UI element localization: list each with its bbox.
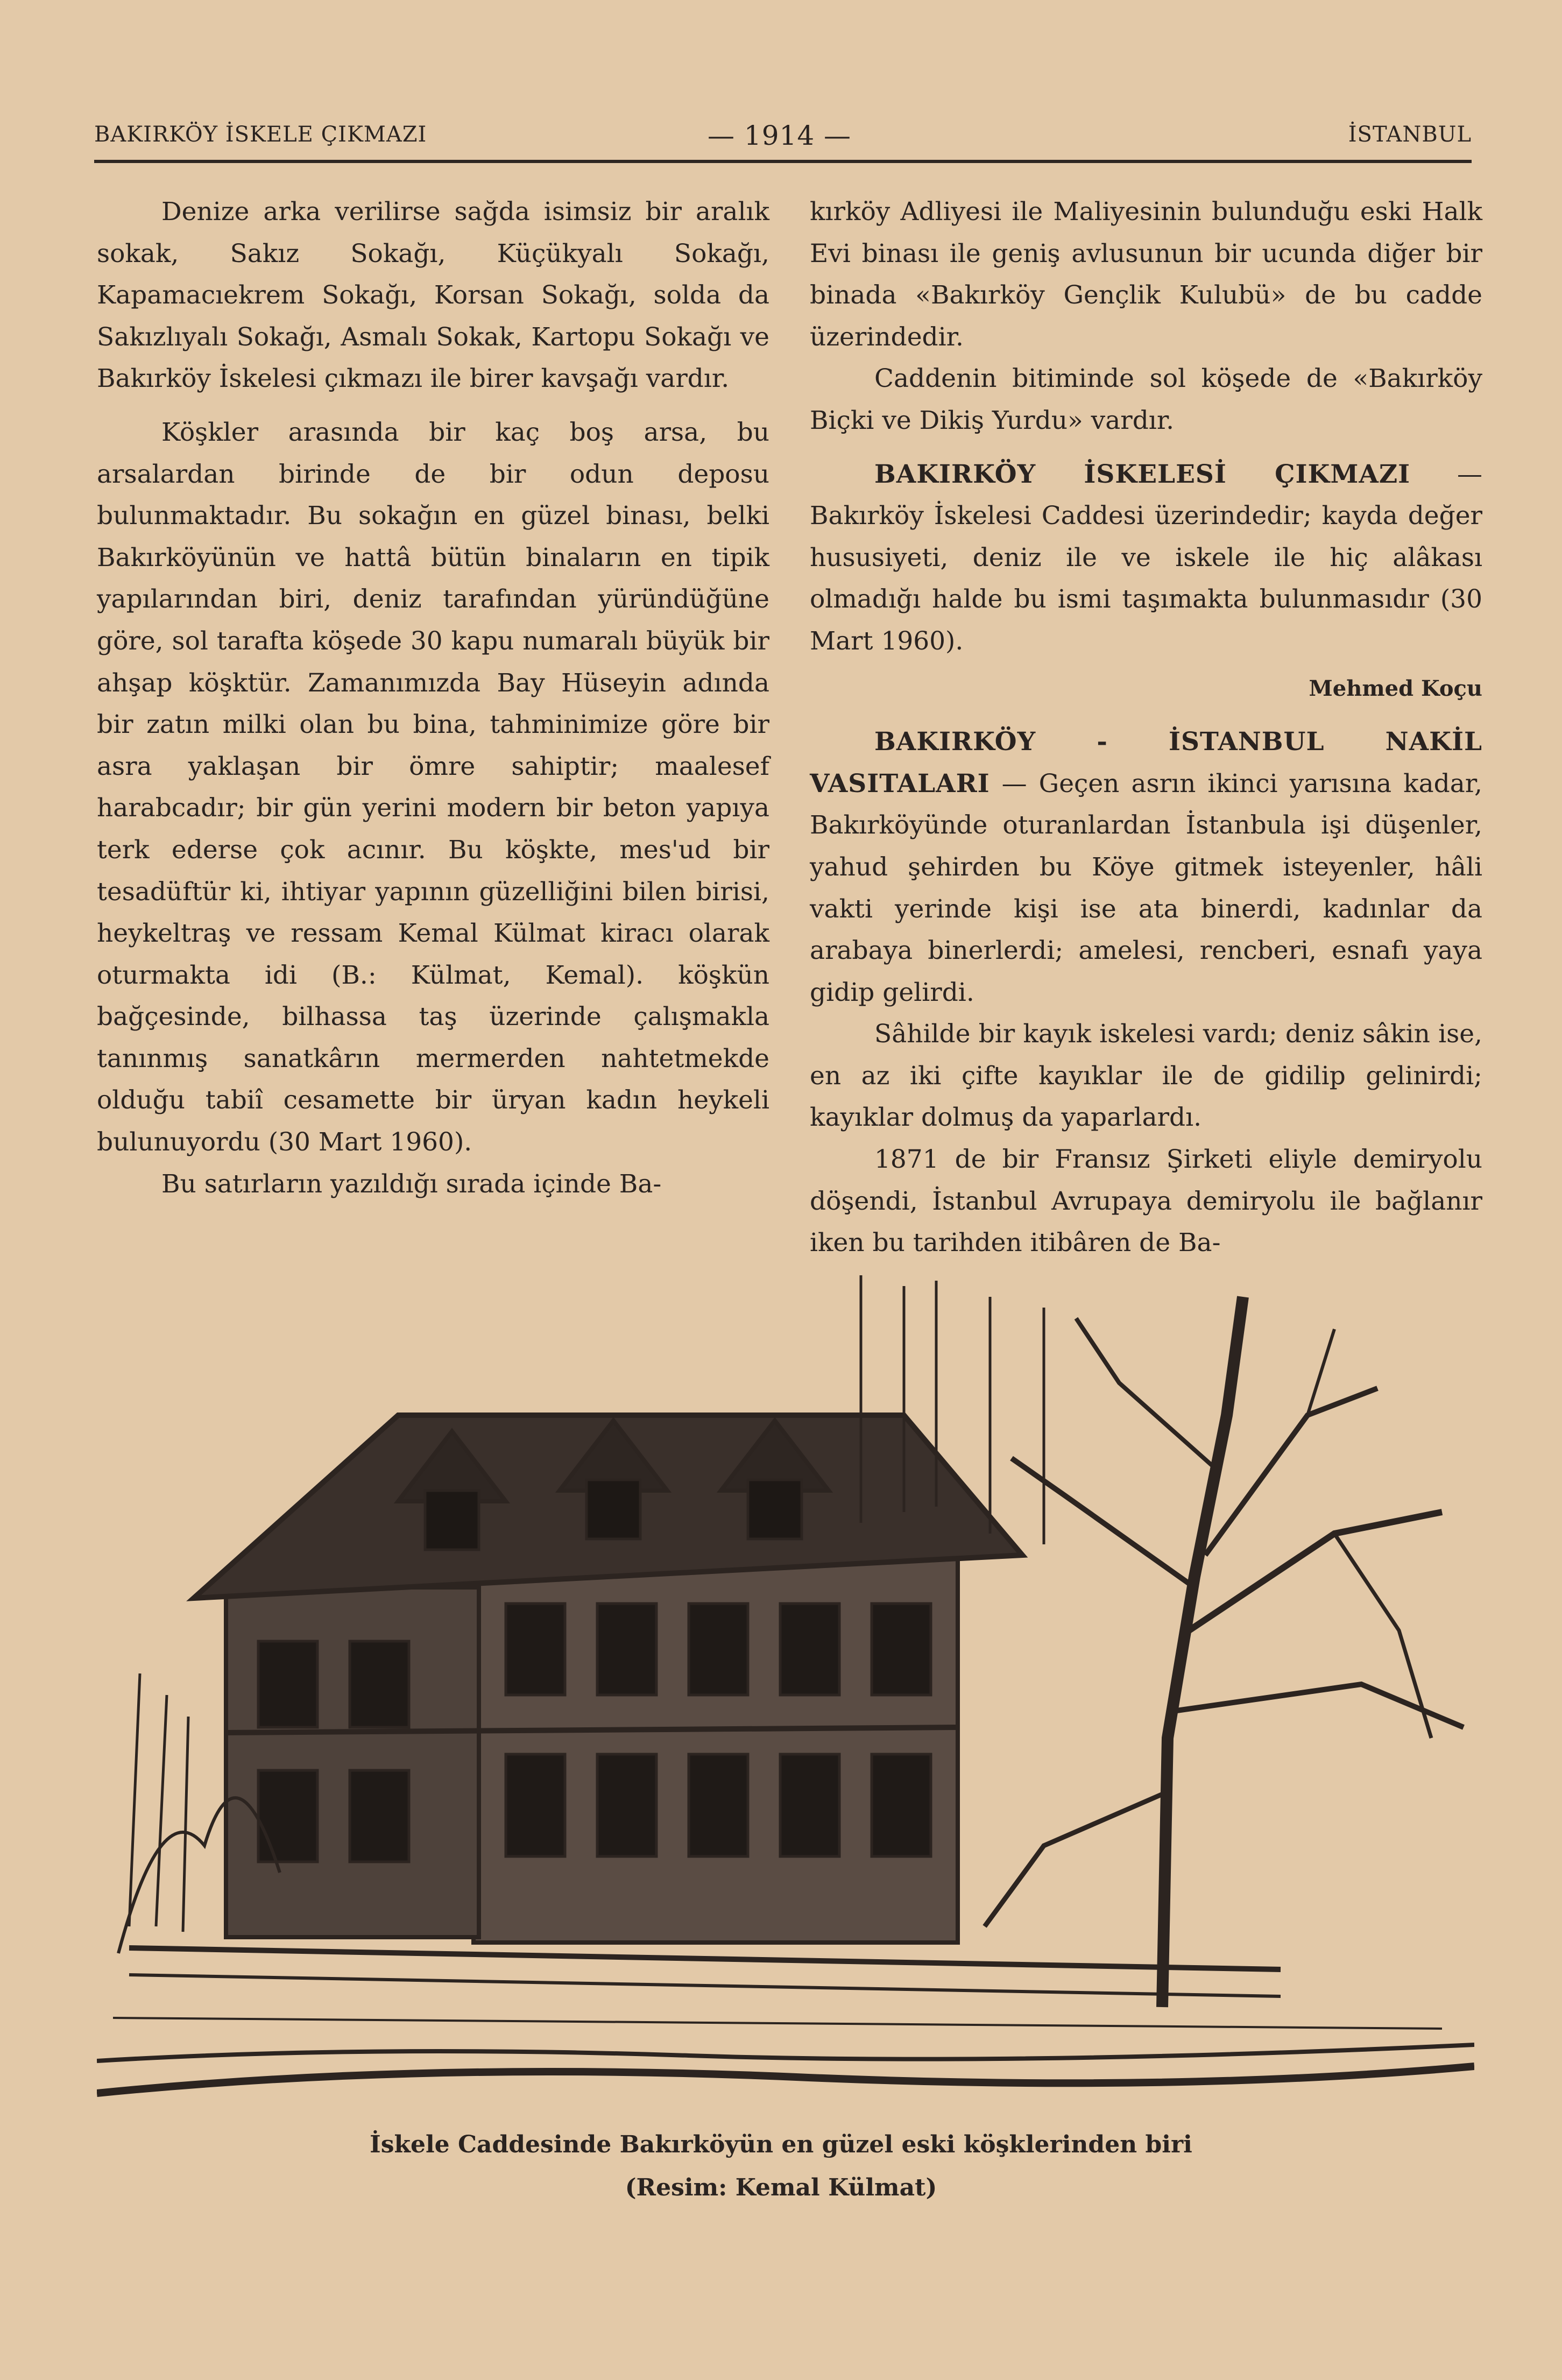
left-column (97, 191, 769, 1205)
header-city: İSTANBUL (1348, 122, 1472, 147)
right-paragraph-3: Sâhilde bir kayık iskelesi vardı; deniz sâkin ise, en az iki çifte kayıklar ile de gidilip gelinirdi; kayıklar dolmuş da yaparlardı. (810, 1019, 1482, 1133)
page-header (94, 110, 1472, 153)
right-paragraph-4: 1871 de bir Fransız Şirketi eliyle demiryolu döşendi, İstanbul Avrupaya demiryolu ile bağlanır iken bu tarihden itibâren de Ba- (810, 1145, 1482, 1258)
right-paragraph-1: kırköy Adliyesi ile Maliyesinin bulunduğu eski Halk Evi binası ile geniş avlusunun bir ucunda diğer bir binada «Bakırköy Gençlik Kulubü» de bu cadde üzerindedir. (810, 197, 1482, 352)
entry-iskelesi-cikmazi (810, 454, 1482, 662)
page-number: — 1914 — (708, 120, 852, 151)
right-column (810, 191, 1482, 1264)
entry-text: — Geçen asrın ikinci yarısına kadar, Bakırköyünde oturanlardan İstanbula işi düşenler, yahud şehirden bu Köye gitmek isteyenler, hâli vakti yerinde kişi ise ata binerdi, kadınlar da arabaya binerlerdi; amelesi, rencberi, esnafı yaya gidip gelirdi. (810, 768, 1482, 1007)
header-rule (94, 160, 1472, 163)
left-paragraph-2: Köşkler arasında bir kaç boş arsa, bu arsalardan birinde de bir odun deposu bulunmaktadır. Bu sokağın en güzel binası, belki Bakırköyünün ve hattâ bütün binaların en tipik yapılarından biri, deniz tarafından yüründüğüne göre, sol tarafta köşede 30 kapu numaralı büyük bir ahşap köşktür. Zamanımızda Bay Hüseyin adında bir zatın milki olan bu bina, tahminimize göre bir asra yaklaşan bir ömre sahiptir; maalesef harabcadır; bir gün yerini modern bir beton yapıya terk ederse çok acınır. Bu köşkte, mes'ud bir tesadüftür ki, ihtiyar yapının güzelliğini bilen birisi, heykeltraş ve ressam Kemal Külmat kiracı olarak oturmakta idi (B.: Külmat, Kemal). köşkün bağçesinde, bilhassa taş üzerinde çalışmakla tanınmış sanatkârın mermerden nahtetmekde olduğu tabiî cesamette bir üryan kadın heykeli bulunuyordu (30 Mart 1960). (97, 417, 769, 1157)
right-paragraph-2: Caddenin bitiminde sol köşede de «Bakırköy Biçki ve Dikiş Yurdu» vardır. (810, 364, 1482, 435)
header-entry-title: BAKIRKÖY İSKELE ÇIKMAZI (94, 122, 427, 147)
house-sketch-illustration (97, 1254, 1474, 2131)
entry-text: — Bakırköy İskelesi Caddesi üzerindedir; kayda değer hususiyeti, deniz ile ve iskele ile hiç alâkası olmadığı halde bu ismi taşımakta bulunmasıdır (30 Mart 1960). (810, 459, 1482, 656)
left-paragraph-3: Bu satırların yazıldığı sırada içinde Ba- (161, 1169, 662, 1199)
left-paragraph-1: Denize arka verilirse sağda isimsiz bir aralık sokak, Sakız Sokağı, Küçükyalı Sokağı, Kapamacıekrem Sokağı, Korsan Sokağı, solda da Sakızlıyalı Sokağı, Asmalı Sokak, Kartopu Sokağı ve Bakırköy İskelesi çıkmazı ile birer kavşağı vardır. (97, 197, 769, 394)
entry-nakil-vasitalari (810, 721, 1482, 1013)
illustration-credit: (Resim: Kemal Külmat) (625, 2174, 937, 2201)
entry-heading: BAKIRKÖY İSKELESİ ÇIKMAZI (874, 459, 1411, 489)
entry-heading: BAKIRKÖY - İSTANBUL NAKİL VASITALARI (810, 727, 1482, 799)
author-signature: Mehmed Koçu (1309, 675, 1482, 701)
illustration-caption: İskele Caddesinde Bakırköyün en güzel eski köşklerinden biri (370, 2131, 1192, 2158)
